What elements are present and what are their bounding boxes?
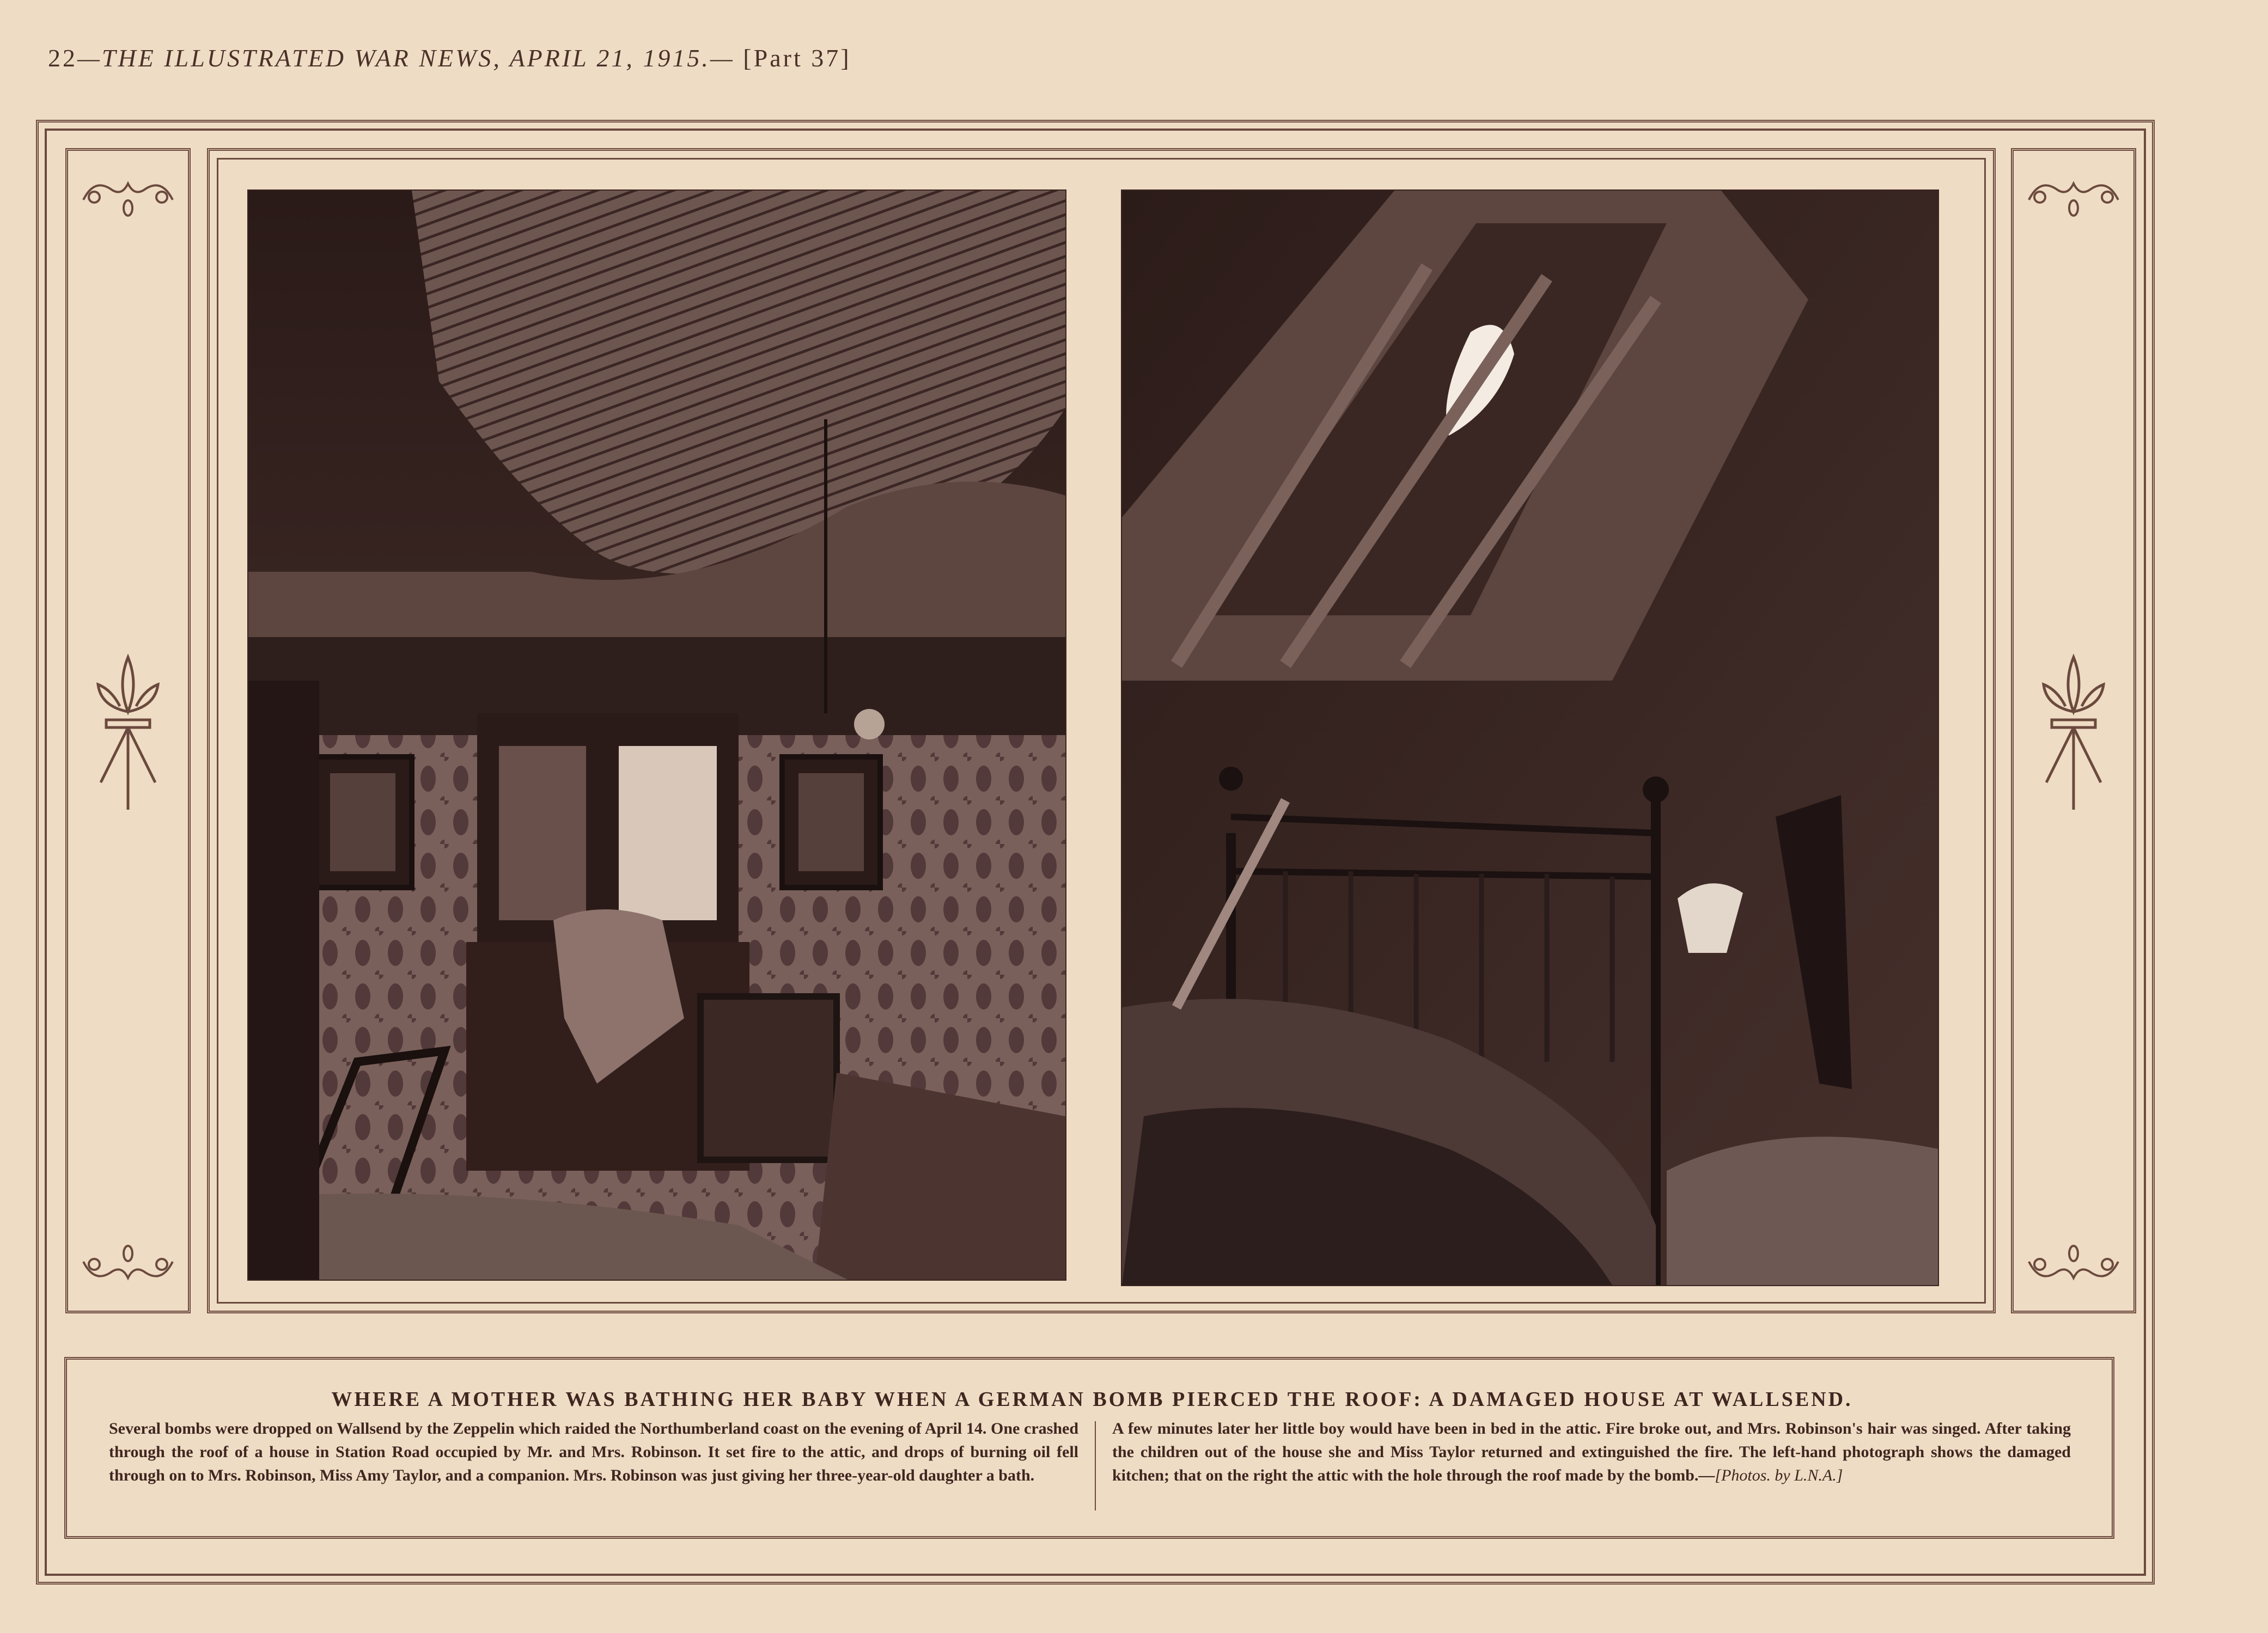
- caption-right-text: A few minutes later her little boy would have been in bed in the attic. Fire broke out, and Mrs. Robinson's hair was singed. After taking the children out of the house she and Miss Taylor returned and extinguished the fire. The left-hand photograph shows the damaged kitchen; that on the right the attic with the hole through the roof made by the bomb.—: [1112, 1420, 2071, 1484]
- fleur-de-lis-icon: [90, 652, 166, 815]
- page-number: 22: [48, 44, 77, 72]
- caption-divider: [1095, 1421, 1096, 1510]
- scroll-ornament-icon: [2023, 1240, 2124, 1294]
- right-ornament-panel: [2011, 148, 2136, 1313]
- attic-photo: [1121, 189, 1939, 1286]
- page-header: [48, 44, 851, 72]
- kitchen-photo: [247, 189, 1066, 1281]
- scroll-ornament-icon: [2023, 167, 2124, 222]
- scroll-ornament-icon: [78, 1240, 178, 1294]
- caption-right-column: [1112, 1417, 2071, 1487]
- publication-title: —THE ILLUSTRATED WAR NEWS, APRIL 21, 1915.—: [77, 44, 735, 72]
- caption-heading: WHERE A MOTHER WAS BATHING HER BABY WHEN A GERMAN BOMB PIERCED THE ROOF: A DAMAGED HOUSE AT WALLSEND.: [331, 1388, 1853, 1411]
- photo-credit: [Photos. by L.N.A.]: [1715, 1466, 1843, 1484]
- scroll-ornament-icon: [78, 167, 178, 222]
- caption-left-column: Several bombs were dropped on Wallsend by the Zeppelin which raided the Northumberland coast on the evening of April 14. One crashed through the roof of a house in Station Road occupied by Mr. and Mrs. Robinson. It set fire to the attic, and drops of burning oil fell through on to Mrs. Robinson, Miss Amy Taylor, and a companion. Mrs. Robinson was just giving her three-year-old daughter a bath.: [109, 1420, 1078, 1484]
- left-ornament-panel: [65, 148, 191, 1313]
- fleur-de-lis-icon: [2035, 652, 2112, 815]
- part-number: [Part 37]: [743, 44, 851, 72]
